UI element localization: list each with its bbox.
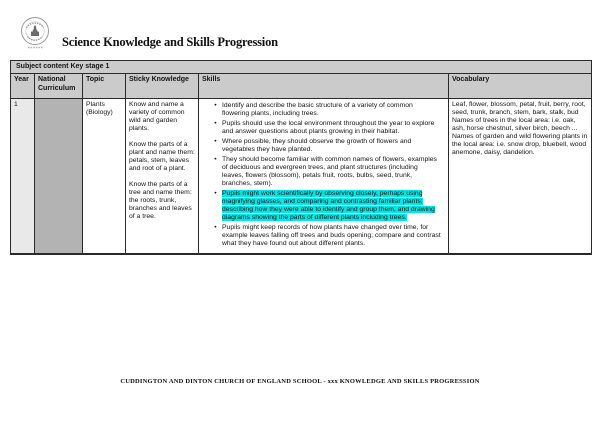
skills-list-item <box>209 190 443 222</box>
table-caption: Subject content Key stage 1 <box>11 61 591 74</box>
page-footer: CUDDINGTON AND DINTON CHURCH OF ENGLAND SCHOOL - xxx KNOWLEDGE AND SKILLS PROGRESSION <box>120 378 480 385</box>
column-header-sticky-knowledge: Sticky Knowledge <box>126 74 199 98</box>
column-header-vocabulary: Vocabulary <box>452 76 490 83</box>
sticky-knowledge-paragraph: Know the parts of a plant and name them: petals, stem, leaves and root of a plant. <box>129 141 195 172</box>
national-curriculum-cell <box>35 99 83 253</box>
skills-cell <box>199 99 449 253</box>
sticky-knowledge-paragraph: Know and name a variety of common wild and garden plants. <box>129 101 185 132</box>
skills-list-item <box>209 120 443 136</box>
year-cell: 1 <box>11 99 35 253</box>
column-header-topic: Topic <box>83 74 126 98</box>
bullet-icon <box>209 102 222 118</box>
skills-list <box>202 101 445 248</box>
vocabulary-paragraph: Leaf, flower, blossom, petal, fruit, berry, root, seed, trunk, branch, stem, bark, stalk, bud <box>452 101 586 116</box>
bullet-icon <box>209 224 222 248</box>
sticky-knowledge-paragraph: Know the parts of a tree and name them: the roots, trunk, branches and leaves of a tree. <box>129 181 192 220</box>
page-title: Science Knowledge and Skills Progression <box>62 35 278 49</box>
skill-text: Pupils should use the local environment throughout the year to explore and answer questions about plants growing in their habitat. <box>222 120 435 135</box>
table-row <box>11 99 591 253</box>
skills-list-item <box>209 224 443 248</box>
skill-text: Where possible, they should observe the growth of flowers and vegetables they have planted. <box>222 138 412 153</box>
column-header-national-curriculum: National Curriculum <box>35 74 83 98</box>
progression-table <box>10 60 592 255</box>
bullet-icon <box>209 138 222 154</box>
skill-text: They should become familiar with common names of flowers, examples of deciduous and evergreen trees, and plant structures (including leaves, flowers (blossom), petals fruit, roots, bulbs, seed, trunk, branches, stem). <box>222 156 437 187</box>
vocabulary-paragraph: Names of trees in the local area: i.e. oak, ash, horse chestnut, silver birch, beech ... <box>452 117 578 132</box>
school-crest-icon <box>16 14 54 52</box>
column-header-skills: Skills <box>199 74 449 98</box>
skills-list-item <box>209 156 443 188</box>
skill-text: Pupils might keep records of how plants have changed over time, for example leaves falling off trees and buds opening; compare and contrast what they have found out about different plants. <box>222 224 441 247</box>
column-header-year: Year <box>11 74 35 98</box>
vocabulary-paragraph: Names of garden and wild flowering plants in the local area: i.e. snow drop, bluebell, wood anemone, daisy, dandelion. <box>452 133 588 156</box>
skill-text: Pupils might work scientifically by observing closely, perhaps using magnifying glasses, and comparing and contrasting familiar plants; describing how they were able to identify and group them, and drawing diagrams showing the parts of different plants including trees. <box>222 190 435 221</box>
skills-list-item <box>209 102 443 118</box>
skill-text: Identify and describe the basic structure of a variety of common flowering plants, including trees. <box>222 102 413 117</box>
topic-cell: Plants (Biology) <box>83 99 126 253</box>
bullet-icon <box>209 156 222 188</box>
sticky-knowledge-cell <box>126 99 199 253</box>
vocabulary-cell <box>449 99 591 253</box>
bullet-icon <box>209 190 222 222</box>
bullet-icon <box>209 120 222 136</box>
table-header-row <box>11 74 591 99</box>
skills-list-item <box>209 138 443 154</box>
